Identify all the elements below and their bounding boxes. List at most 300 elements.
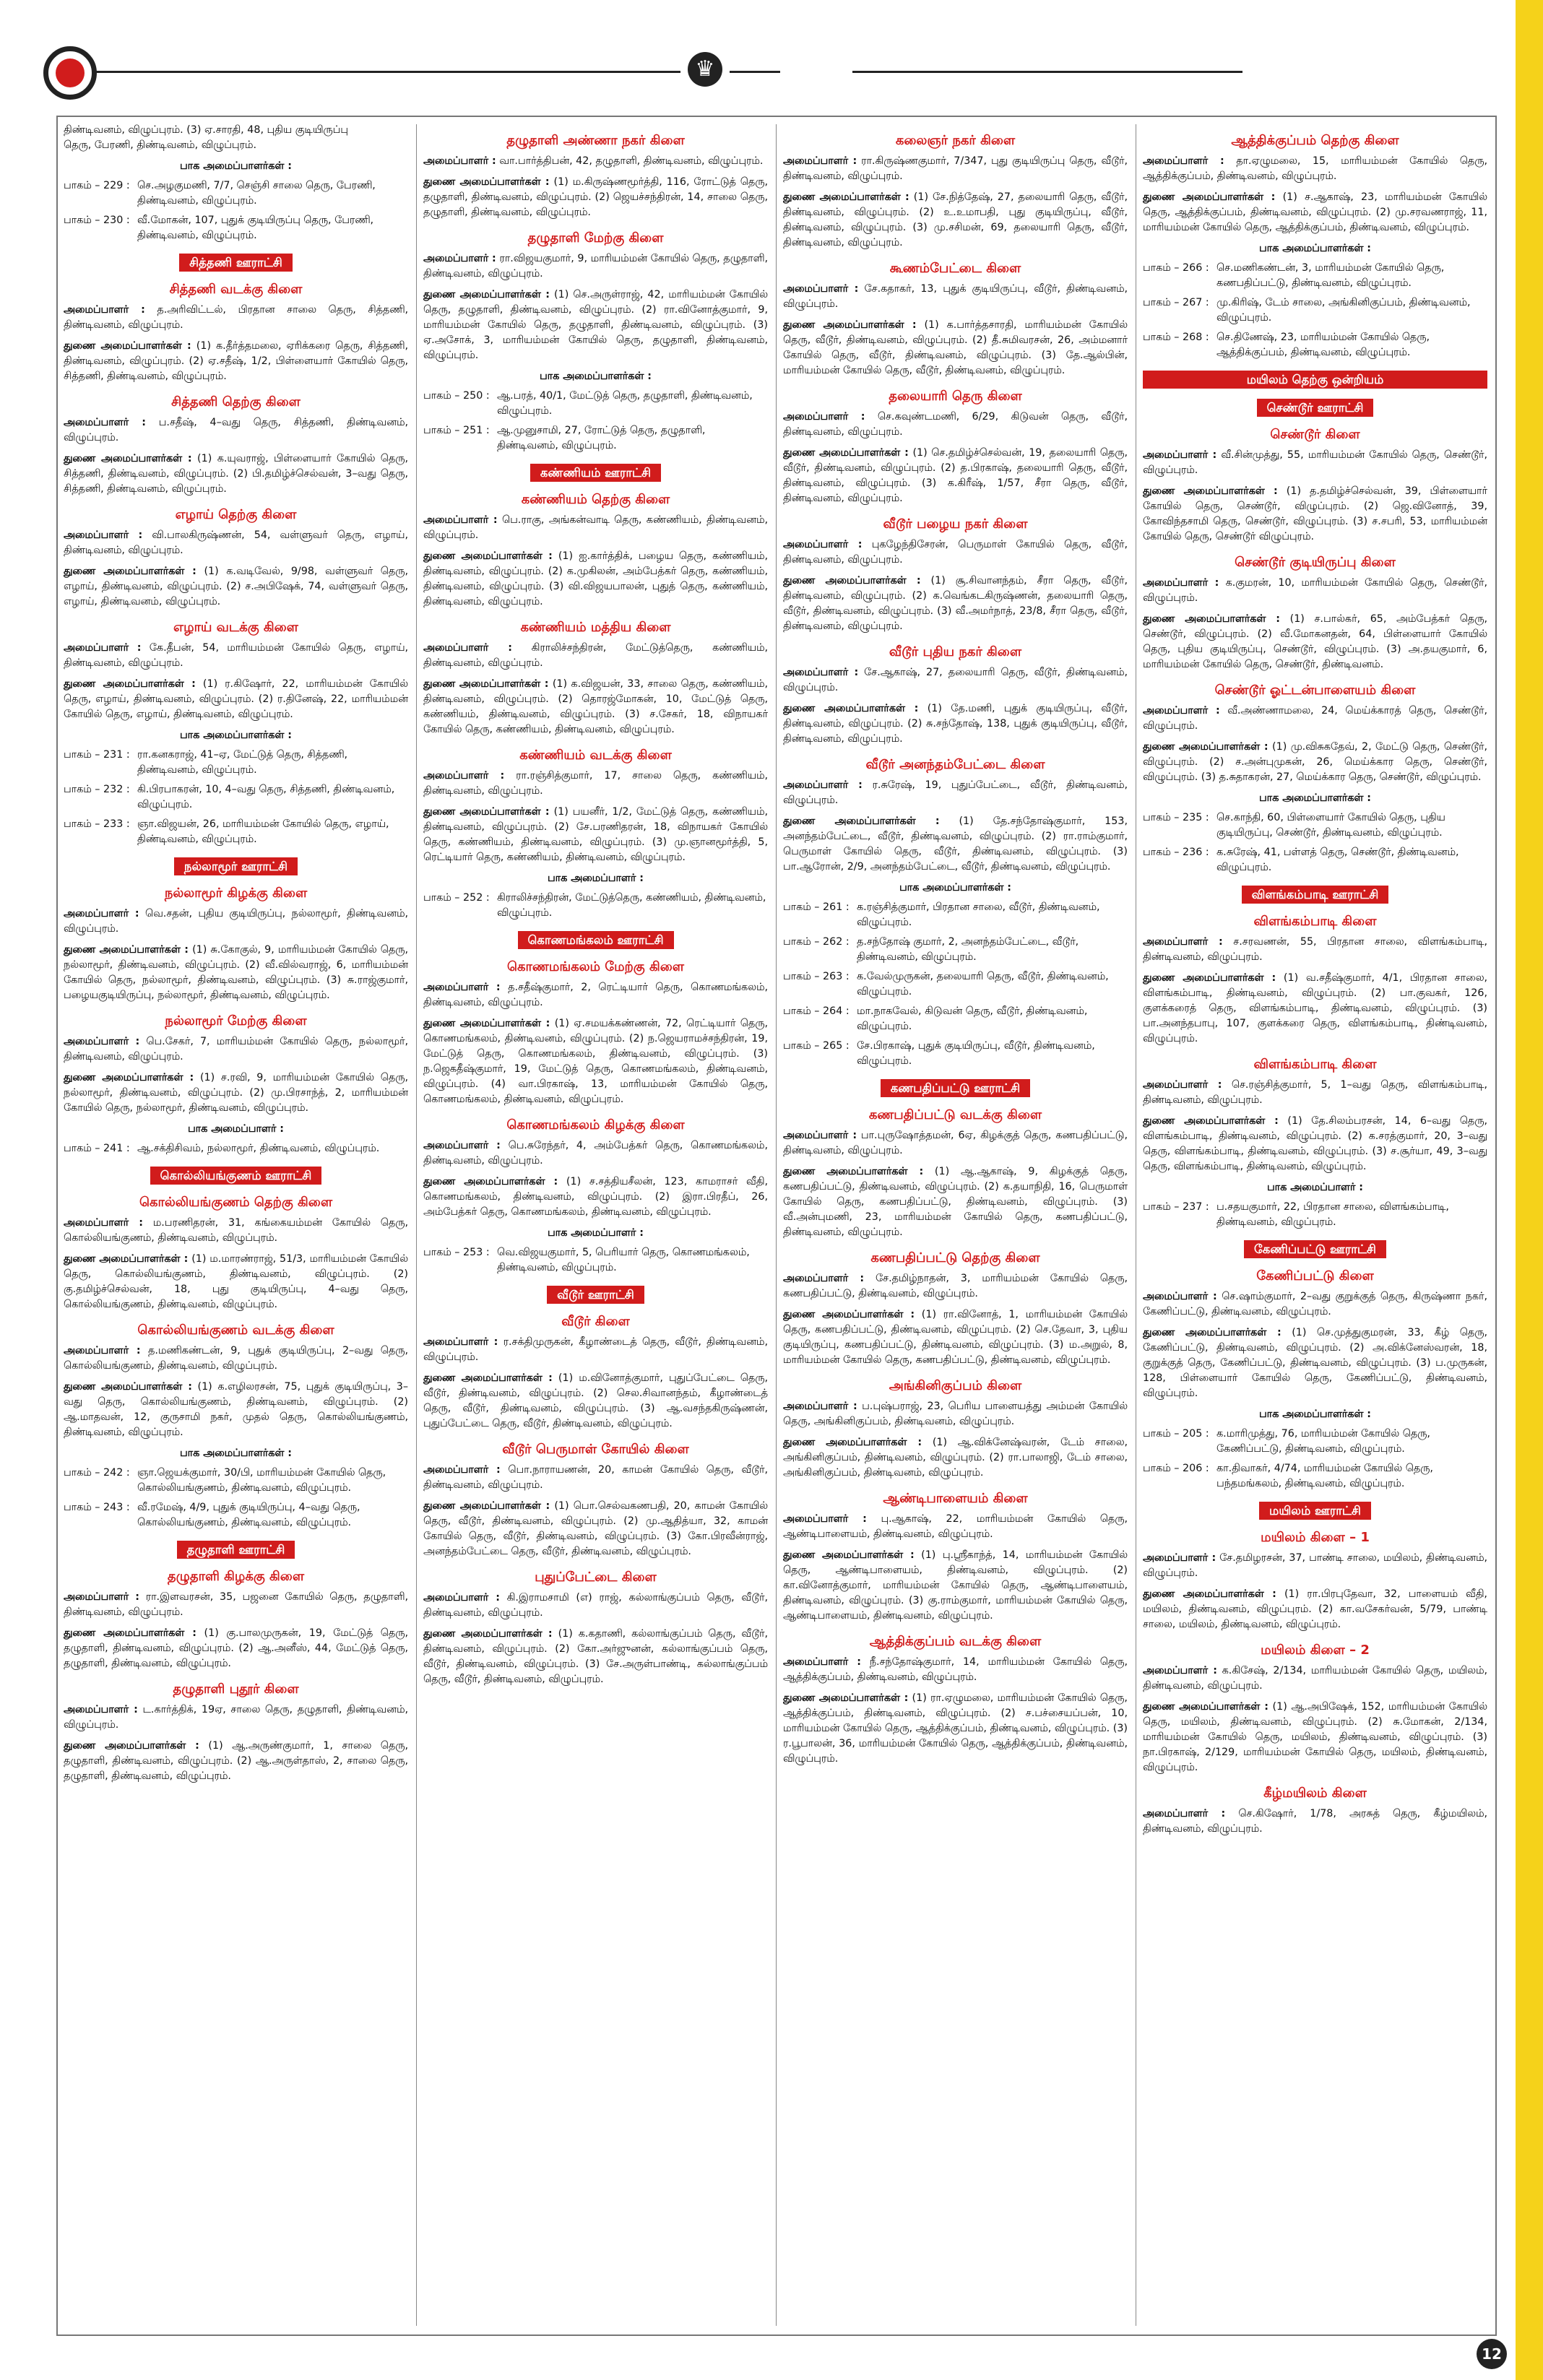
member-paragraph	[64, 528, 408, 558]
role-label: துணை அமைப்பாளர்கள் :	[783, 575, 921, 587]
ward-details: க.வேல்முருகன், தலையாரி தெரு, வீடூர், திண்டிவனம், விழுப்புரம்.	[857, 971, 1109, 998]
member-details: (1) பு.ஸ்ரீகாந்த், 14, மாரியம்மன் கோயில் தெரு, ஆண்டிபாளையம், திண்டிவனம், விழுப்புரம். (2) கா.வினோத்குமார், மாரியம்மன் கோயில் தெரு, ஆண்டிபாளையம், திண்டிவனம், விழுப்புரம். (3) கு.ராம்குமார், மாரியம்மன் கோயில் தெரு, ஆண்டிபாளையம், திண்டிவனம், விழுப்புரம்.	[783, 1549, 1128, 1622]
role-label: துணை அமைப்பாளர்கள் :	[783, 815, 940, 827]
ward-details: கா.திவாகர், 4/74, மாரியம்மன் கோயில் தெரு, பந்தமங்கலம், திண்டிவனம், விழுப்புரம்.	[1216, 1463, 1433, 1489]
member-details: (1) ச.ஆகாஷ், 23, மாரியம்மன் கோயில் தெரு, ஆத்திக்குப்பம், திண்டிவனம், விழுப்புரம். (2) மு.சரவணராஜ், 11, மாரியம்மன் கோயில் தெரு, ஆத்திக்குப்பம், திண்டிவனம், விழுப்புரம்.	[1143, 191, 1487, 233]
ward-label: பாகம் – 235 :	[1143, 812, 1209, 823]
sub-heading: பாக அமைப்பாளர் :	[548, 1227, 644, 1239]
branch-heading: கூணம்பேட்டை கிளை	[889, 261, 1021, 276]
member-details: (1) ச.ரவி, 9, மாரியம்மன் கோயில் தெரு, நல்லாமூர், திண்டிவனம், விழுப்புரம். (2) மு.பிரசாந்த், 2, மாரியம்மன் கோயில் தெரு, நல்லாமூர், திண்டிவனம், விழுப்புரம்.	[64, 1072, 408, 1114]
page-masthead	[0, 0, 1543, 116]
branch-heading: கண்ணியம் வடக்கு கிளை	[519, 748, 672, 763]
role-label: அமைப்பாளர் :	[1143, 936, 1223, 948]
ward-details: ரா.கனகராஜ், 41–ஏ, மேட்டுத் தெரு, சித்தணி, திண்டிவனம், விழுப்புரம்.	[137, 749, 348, 776]
member-details: (1) ரா.பிரபுதேவா, 32, பாளையம் வீதி, மயிலம், திண்டிவனம், விழுப்புரம். (2) கா.வசேகர்வன், 5/79, பாண்டி சாலை, மயிலம், திண்டிவனம், விழுப்புரம்.	[1143, 1588, 1487, 1630]
member-paragraph	[1143, 1289, 1487, 1320]
member-paragraph	[423, 1174, 768, 1220]
role-label: துணை அமைப்பாளர்கள் :	[423, 1372, 553, 1384]
member-paragraph	[423, 513, 768, 543]
branch-heading: ஆத்திக்குப்பம் தெற்கு கிளை	[1231, 133, 1399, 148]
role-label: துணை அமைப்பாளர்கள் :	[783, 703, 919, 714]
member-paragraph	[1143, 190, 1487, 235]
member-paragraph	[64, 1034, 408, 1065]
role-label: அமைப்பாளர் :	[783, 1130, 857, 1141]
branch-heading: தழுதாளி புதூர் கிளை	[173, 1682, 299, 1697]
role-label: துணை அமைப்பாளர்கள் :	[64, 1381, 192, 1393]
member-details: ரா.ரஞ்சித்குமார், 17, சாலை தெரு, கண்ணியம், திண்டிவனம், விழுப்புரம்.	[423, 770, 768, 797]
member-details: (1) க.எழிலரசன், 75, புதுக் குடியிருப்பு, 3–வது தெரு, கொல்லியங்குணம், திண்டிவனம், விழுப்புரம். (2) ஆ.மாதவன், 12, குருசாமி நகர், முதல் தெரு, கொல்லியங்குணம், திண்டிவனம், விழுப்புரம்.	[64, 1381, 408, 1438]
role-label: அமைப்பாளர் :	[1143, 577, 1219, 589]
member-details: (1) ஆ.அபிஷேக், 152, மாரியம்மன் கோயில் தெரு, மயிலம், திண்டிவனம், விழுப்புரம். (2) சு.மோகன், 2/134, மாரியம்மன் கோயில் தெரு, மயிலம், திண்டிவனம், விழுப்புரம். (3) நா.பிரகாஷ், 2/129, மாரியம்மன் கோயில் தெரு, மயிலம், திண்டிவனம், விழுப்புரம்.	[1143, 1701, 1487, 1773]
member-paragraph	[64, 1626, 408, 1671]
member-details: பா.புருஷோத்தமன், 6ஏ, கிழக்குத் தெரு, கணபதிப்பட்டு, திண்டிவனம், விழுப்புரம்.	[783, 1130, 1128, 1156]
member-paragraph	[64, 1252, 408, 1312]
member-paragraph	[423, 1335, 768, 1365]
member-details: செ.கிஷோர், 1/78, அரசுத் தெரு, கீழ்மயிலம், திண்டிவனம், விழுப்புரம்.	[1143, 1808, 1487, 1835]
member-paragraph	[64, 1590, 408, 1620]
member-details: ம.பரணிதரன், 31, கங்கையம்மன் கோயில் தெரு, கொல்லியங்குணம், திண்டிவனம், விழுப்புரம்.	[64, 1217, 408, 1244]
member-details: ரா.கிருஷ்ணகுமார், 7/347, புது குடியிருப்பு தெரு, வீடூர், திண்டிவனம், விழுப்புரம்.	[783, 155, 1128, 182]
header-rule-mid	[730, 71, 780, 73]
sub-heading: பாக அமைப்பாளர் :	[548, 873, 644, 884]
member-details: நீ.சந்தோஷ்குமார், 14, மாரியம்மன் கோயில் தெரு, ஆத்திக்குப்பம், திண்டிவனம், விழுப்புரம்.	[783, 1656, 1128, 1683]
member-paragraph	[423, 769, 768, 799]
branch-heading: கண்ணியம் தெற்கு கிளை	[521, 492, 670, 507]
member-details: (1) ரா.வினோத், 1, மாரியம்மன் கோயில் தெரு, கணபதிப்பட்டு, திண்டிவனம், விழுப்புரம். (2) செ.தேவா, 3, புதிய குடியிருப்பு, கணபதிப்பட்டு, திண்டிவனம், விழுப்புரம். (3) ம.அறுல், 8, மாரியம்மன் கோயில் தெரு, கணபதிப்பட்டு, திண்டிவனம், விழுப்புரம்.	[783, 1309, 1128, 1366]
sub-heading: பாக அமைப்பாளர்கள் :	[1258, 792, 1371, 804]
article-body	[56, 116, 1497, 2336]
role-label: துணை அமைப்பாளர்கள் :	[1143, 613, 1281, 625]
member-details: (1) ஏ.சமயக்கண்ணன், 72, ரெட்டியார் தெரு, கொணமங்கலம், திண்டிவனம், விழுப்புரம். (2) ந.ஜெயராமச்சந்திரன், 19, மேட்டுத் தெரு, கொணமங்கலம், திண்டிவனம், விழுப்புரம். (3) ந.ஜெகதீஷ்குமார், 19, மேட்டுத் தெரு, கொணமங்கலம், திண்டிவனம், விழுப்புரம். (4) வா.பிரகாஷ், 13, மாரியம்மன் கோயில் தெரு, கொணமங்கலம், திண்டிவனம், விழுப்புரம்.	[423, 1018, 768, 1105]
ward-label: பாகம் – 243 :	[64, 1502, 130, 1513]
ward-details: க.ரஞ்சித்குமார், பிரதான சாலை, வீடூர், திண்டிவனம், விழுப்புரம்.	[857, 901, 1100, 928]
member-paragraph	[783, 814, 1128, 875]
member-details: (1) ஆ.ஆகாஷ், 9, கிழக்குத் தெரு, கணபதிப்பட்டு, திண்டிவனம், விழுப்புரம். (2) க.தயாநிதி, 16, பெருமாள் கோயில் தெரு, கணபதிப்பட்டு, திண்டிவனம், விழுப்புரம். (3) வீ.அன்புமணி, 23, மாரியம்மன் கோயில் தெரு, கணபதிப்பட்டு, திண்டிவனம், விழுப்புரம்.	[783, 1166, 1128, 1238]
member-details: (1) தே.சந்தோஷ்குமார், 153, அனந்தம்பேட்டை, வீடூர், திண்டிவனம், விழுப்புரம். (2) ரா.ராம்குமார், பெருமாள் கோயில் தெரு, வீடூர், திண்டிவனம், விழுப்புரம். (3) பா.ஆரோன், 2/9, அனந்தம்பேட்டை, வீடூர், திண்டிவனம், விழுப்புரம்.	[783, 815, 1128, 873]
column-2	[423, 123, 768, 2324]
ward-label: பாகம் – 205 :	[1143, 1428, 1209, 1440]
member-paragraph	[1143, 154, 1487, 184]
branch-heading: மயிலம் கிளை – 2	[1261, 1643, 1370, 1658]
sub-heading: பாக அமைப்பாளர்கள் :	[179, 730, 292, 741]
ward-organizer-row	[783, 1039, 1128, 1069]
role-label: அமைப்பாளர் :	[783, 1401, 857, 1412]
panchayat-banner: சித்தணி ஊராட்சி	[179, 254, 293, 272]
role-label: துணை அமைப்பாளர்கள் :	[1143, 191, 1276, 203]
member-details: த.சதீஷ்குமார், 2, ரெட்டியார் தெரு, கொணமங்கலம், திண்டிவனம், விழுப்புரம்.	[423, 982, 768, 1008]
member-paragraph	[64, 415, 408, 446]
member-details: (1) த.தமிழ்ச்செல்வன், 39, பிள்ளையார் கோயில் தெரு, செண்டூர், விழுப்புரம். (2) ஜெ.வினோத், 39, கோவிந்தசாமி தெரு, செண்டூர், விழுப்புரம். (3) ச.சபரி, 53, மாரியம்மன் கோயில் தெரு, செண்டூர் விழுப்புரம்.	[1143, 485, 1487, 542]
role-label: துணை அமைப்பாளர்கள் :	[783, 1549, 915, 1561]
role-label: துணை அமைப்பாளர்கள் :	[64, 1627, 196, 1639]
ward-label: பாகம் – 263 :	[783, 971, 850, 982]
role-label: அமைப்பாளர் :	[423, 982, 501, 993]
ward-details: கி.பிரபாகரன், 10, 4–வது தெரு, சித்தணி, திண்டிவனம், விழுப்புரம்.	[137, 784, 395, 810]
role-label: துணை அமைப்பாளர்கள் :	[64, 678, 196, 690]
member-details: கே.தீபன், 54, மாரியம்மன் கோயில் தெரு, எழாய், திண்டிவனம், விழுப்புரம்.	[64, 642, 408, 669]
member-paragraph	[64, 677, 408, 722]
branch-heading: தலையாரி தெரு கிளை	[889, 389, 1022, 404]
branch-heading: தழுதாளி அண்ணா நகர் கிளை	[506, 133, 685, 148]
member-details: (1) க.பார்த்தசாரதி, மாரியம்மன் கோயில் தெரு, வீடூர், திண்டிவனம், விழுப்புரம். (2) தீ.சுமிவரசன், 26, அம்மனார் கோயில் தெரு, வீடூர், திண்டிவனம், விழுப்புரம். (3) தே.ஆல்பின், மாரியம்மன் கோயில் தெரு, வீடூர், திண்டிவனம், விழுப்புரம்.	[783, 319, 1128, 376]
member-paragraph	[783, 537, 1128, 568]
branch-heading: தழுதாளி கிழக்கு கிளை	[167, 1569, 305, 1584]
member-paragraph	[423, 1591, 768, 1621]
sub-heading: பாக அமைப்பாளர்கள் :	[1258, 243, 1371, 254]
role-label: அமைப்பாளர் :	[1143, 1291, 1217, 1302]
role-label: துணை அமைப்பாளர்கள் :	[1143, 485, 1278, 497]
column-divider	[776, 124, 777, 2326]
member-paragraph	[423, 641, 768, 671]
member-details: (1) செ.முத்துகுமரன், 33, கீழ் தெரு, கேணிப்பட்டு, திண்டிவனம், விழுப்புரம். (2) அ.விக்னேஸ்வரன், 18, குறுக்குத் தெரு, கேணிப்பட்டு, திண்டிவனம், விழுப்புரம். (3) ப.முருகன், 128, பிள்ளையார் கோயில் தெரு, கேணிப்பட்டு, திண்டிவனம், விழுப்புரம்.	[1143, 1327, 1487, 1399]
member-paragraph	[1143, 740, 1487, 785]
branch-heading: நல்லாமூர் மேற்கு கிளை	[165, 1013, 307, 1029]
branch-heading: விளங்கம்பாடி கிளை	[1253, 914, 1377, 929]
member-details: செ.ரஞ்சித்குமார், 5, 1–வது தெரு, விளங்கம்பாடி, திண்டிவனம், விழுப்புரம்.	[1143, 1079, 1487, 1106]
member-paragraph	[64, 1739, 408, 1784]
member-details: (1) தே.மணி, புதுக் குடியிருப்பு, வீடூர், திண்டிவனம், விழுப்புரம். (2) சு.சந்தோஷ், 138, புதுக் குடியிருப்பு, வீடூர், திண்டிவனம், விழுப்புரம்.	[783, 703, 1128, 745]
role-label: துணை அமைப்பாளர்கள் :	[423, 176, 550, 188]
role-label: அமைப்பாளர் :	[783, 667, 859, 678]
member-details: (1) ர.கிஷோர், 22, மாரியம்மன் கோயில் தெரு, எழாய், திண்டிவனம், விழுப்புரம். (2) ர.தினேஷ், 22, மாரியம்மன் கோயில் தெரு, எழாய், திண்டிவனம், விழுப்புரம்.	[64, 678, 408, 720]
role-label: அமைப்பாளர் :	[423, 642, 512, 654]
member-details: (1) ஆ.அருண்குமார், 1, சாலை தெரு, தழுதாளி, திண்டிவனம், விழுப்புரம். (2) ஆ.அருள்தாஸ், 2, சாலை தெரு, தழுதாளி, திண்டிவனம், விழுப்புரம்.	[64, 1740, 408, 1782]
member-details: (1) ஆ.விக்னேஷ்வரன், டேம் சாலை, அங்கினிகுப்பம், திண்டிவனம், விழுப்புரம். (2) ரா.பாலாஜி, டேம் சாலை, அங்கினிகுப்பம், திண்டிவனம், விழுப்புரம்.	[783, 1437, 1128, 1479]
panchayat-banner: கொணமங்கலம் ஊராட்சி	[518, 931, 674, 949]
role-label: துணை அமைப்பாளர்கள் :	[1143, 1588, 1276, 1600]
role-label: அமைப்பாளர் :	[423, 1464, 501, 1476]
member-details: த.மணிகண்டன், 9, புதுக் குடியிருப்பு, 2–வது தெரு, கொல்லியங்குணம், திண்டிவனம், விழுப்புரம்.	[64, 1345, 408, 1372]
ward-label: பாகம் – 262 :	[783, 936, 850, 948]
role-label: துணை அமைப்பாளர்கள் :	[423, 1628, 553, 1640]
text-line: திண்டிவனம், விழுப்புரம். (3) ஏ.சாரதி, 48, புதிய குடியிருப்பு	[64, 124, 348, 136]
role-label: துணை அமைப்பாளர்கள் :	[783, 319, 917, 331]
role-label: அமைப்பாளர் :	[423, 770, 505, 782]
role-label: அமைப்பாளர் :	[64, 1217, 143, 1229]
ward-label: பாகம் – 268 :	[1143, 332, 1209, 343]
ward-label: பாகம் – 231 :	[64, 749, 130, 761]
ward-label: பாகம் – 261 :	[783, 901, 850, 913]
member-details: க.குமரன், 10, மாரியம்மன் கோயில் தெரு, செண்டூர், விழுப்புரம்.	[1143, 577, 1487, 604]
ward-details: மா.நாகவேல், கிடுவன் தெரு, வீடூர், திண்டிவனம், விழுப்புரம்.	[857, 1005, 1088, 1032]
member-details: ரா.இளவரசன், 35, பஜனை கோயில் தெரு, தழுதாளி, திண்டிவனம், விழுப்புரம்.	[64, 1591, 408, 1618]
sub-heading: பாக அமைப்பாளர்கள் :	[179, 1448, 292, 1459]
member-paragraph	[783, 1271, 1128, 1302]
member-paragraph	[423, 251, 768, 282]
branch-heading: புதுப்பேட்டை கிளை	[535, 1570, 657, 1585]
member-details: வா.பார்த்திபன், 42, தழுதாளி, திண்டிவனம், விழுப்புரம்.	[499, 155, 764, 167]
role-label: அமைப்பாளர் :	[783, 1513, 867, 1525]
branch-heading: மயிலம் கிளை – 1	[1261, 1530, 1370, 1545]
member-details: செ.கவுண்டமணி, 6/29, கிடுவன் தெரு, வீடூர், திண்டிவனம், விழுப்புரம்.	[783, 411, 1128, 438]
branch-heading: எழாய் வடக்கு கிளை	[173, 620, 298, 635]
ward-label: பாகம் – 252 :	[423, 892, 490, 904]
role-label: துணை அமைப்பாளர்கள் :	[1143, 972, 1276, 984]
page-number: 12	[1477, 2339, 1507, 2369]
member-paragraph	[783, 1655, 1128, 1685]
column-3	[783, 123, 1128, 2324]
member-details: (1) செ.அருள்ராஜ், 42, மாரியம்மன் கோயில் தெரு, தழுதாளி, திண்டிவனம், விழுப்புரம். (2) ரா.வினோத்குமார், 9, மாரியம்மன் கோயில் தெரு, தழுதாளி, திண்டிவனம், விழுப்புரம். (3) ஏ.அசோக், 3, மாரியம்மன் கோயில் தெரு, தழுதாளி, திண்டிவனம், விழுப்புரம்.	[423, 289, 768, 361]
branch-heading: எழாய் தெற்கு கிளை	[175, 507, 297, 522]
member-details: தா.ஏழுமலை, 15, மாரியம்மன் கோயில் தெரு, ஆத்திக்குப்பம், திண்டிவனம், விழுப்புரம்.	[1143, 155, 1487, 182]
member-paragraph	[783, 574, 1128, 634]
member-paragraph	[1143, 935, 1487, 965]
member-details: வீ.அண்ணாமலை, 24, மெய்க்காரத் தெரு, செண்டூர், விழுப்புரம்.	[1143, 705, 1487, 732]
member-details: வி.பாலகிருஷ்ணன், 54, வள்ளுவர் தெரு, எழாய், திண்டிவனம், விழுப்புரம்.	[64, 529, 408, 556]
member-details: (1) க.தீர்த்தமலை, ஏரிக்கரை தெரு, சித்தணி, திண்டிவனம், விழுப்புரம். (2) ஏ.சதீஷ், 1/2, பிள்ளையார் கோயில் தெரு, சித்தணி, திண்டிவனம், விழுப்புரம்.	[64, 340, 408, 382]
role-label: அமைப்பாளர் :	[1143, 1808, 1226, 1819]
ward-organizer-row	[783, 969, 1128, 1000]
member-paragraph	[64, 339, 408, 384]
member-details: (1) ம.கிருஷ்ணமூர்த்தி, 116, ரோட்டுத் தெரு, தழுதாளி, திண்டிவனம், விழுப்புரம். (2) ஜெயச்சந்திரன், 14, சாலை தெரு, தழுதாளி, திண்டிவனம், விழுப்புரம்.	[423, 176, 768, 218]
branch-heading: செண்டூர் குடியிருப்பு கிளை	[1235, 555, 1396, 570]
branch-heading: சித்தணி வடக்கு கிளை	[169, 282, 303, 297]
role-label: துணை அமைப்பாளர்கள் :	[423, 806, 550, 818]
branch-heading: செண்டூர் கிளை	[1270, 427, 1360, 442]
ward-organizer-row	[64, 1466, 408, 1496]
sub-heading: பாக அமைப்பாளர்கள் :	[179, 160, 292, 172]
member-details: (1) மு.விசுகதேவ், 2, மேட்டு தெரு, செண்டூர், விழுப்புரம். (2) ச.அன்புமுகன், 26, மெய்க்கார தெரு, செண்டூர், விழுப்புரம். (3) த.சுதாகரன், 27, மெய்க்கார தெரு, செண்டூர், விழுப்புரம்.	[1143, 741, 1487, 783]
ward-organizer-row	[64, 817, 408, 847]
member-paragraph	[1143, 576, 1487, 606]
member-paragraph	[423, 175, 768, 220]
role-label: அமைப்பாளர் :	[64, 908, 139, 919]
ward-details: செ.காந்தி, 60, பிள்ளையார் கோயில் தெரு, புதிய குடியிருப்பு, செண்டூர், திண்டிவனம், விழுப்புரம்.	[1216, 812, 1445, 839]
ward-organizer-row	[1143, 261, 1487, 291]
member-paragraph	[64, 1216, 408, 1246]
branch-heading: அங்கினிகுப்பம் கிளை	[889, 1378, 1022, 1393]
role-label: துணை அமைப்பாளர்கள் :	[783, 1309, 915, 1320]
member-details: ப.புஷ்பராஜ், 23, பெரிய பாளையத்து அம்மன் கோயில் தெரு, அங்கினிகுப்பம், திண்டிவனம், விழுப்புரம்.	[783, 1401, 1128, 1427]
ward-organizer-row	[64, 178, 408, 209]
role-label: துணை அமைப்பாளர்கள் :	[423, 550, 553, 562]
ward-details: வீ.மோகன், 107, புதுக் குடியிருப்பு தெரு, பேரணி, திண்டிவனம், விழுப்புரம்.	[137, 215, 374, 241]
member-paragraph	[1143, 1114, 1487, 1174]
ward-organizer-row	[64, 748, 408, 778]
ward-details: சே.பிரகாஷ், புதுக் குடியிருப்பு, வீடூர், திண்டிவனம், விழுப்புரம்.	[857, 1040, 1095, 1067]
member-paragraph	[783, 701, 1128, 747]
branch-heading: கொணமங்கலம் கிழக்கு கிளை	[506, 1117, 685, 1133]
member-paragraph	[783, 1435, 1128, 1481]
member-paragraph	[783, 318, 1128, 378]
role-label: துணை அமைப்பாளர்கள் :	[423, 678, 549, 690]
member-details: பெ.சேகர், 7, மாரியம்மன் கோயில் தெரு, நல்லாமூர், திண்டிவனம், விழுப்புரம்.	[64, 1036, 408, 1063]
member-paragraph	[1143, 1663, 1487, 1694]
ward-label: பாகம் – 265 :	[783, 1040, 850, 1052]
member-paragraph	[783, 1512, 1128, 1542]
role-label: துணை அமைப்பாளர்கள் :	[1143, 1701, 1268, 1713]
role-label: துணை அமைப்பாளர்கள் :	[64, 1740, 199, 1752]
member-paragraph	[1143, 971, 1487, 1047]
ward-organizer-row	[783, 1004, 1128, 1034]
branch-heading: வீடூர் புதிய நகர் கிளை	[889, 644, 1022, 659]
member-paragraph	[423, 677, 768, 737]
ward-label: பாகம் – 250 :	[423, 390, 490, 402]
member-details: சே.தமிழ்நாதன், 3, மாரியம்மன் கோயில் தெரு, கணபதிப்பட்டு, திண்டிவனம், விழுப்புரம்.	[783, 1273, 1128, 1299]
member-details: த.அரிவிட்டல், பிரதான சாலை தெரு, சித்தணி, திண்டிவனம், விழுப்புரம்.	[64, 304, 408, 331]
member-details: பு.ஆகாஷ், 22, மாரியம்மன் கோயில் தெரு, ஆண்டிபாளையம், திண்டிவனம், விழுப்புரம்.	[783, 1513, 1128, 1540]
member-paragraph	[423, 1371, 768, 1432]
role-label: அமைப்பாளர் :	[64, 1036, 140, 1047]
ward-details: செ.அழகுமணி, 7/7, செஞ்சி சாலை தெரு, பேரணி, திண்டிவனம், விழுப்புரம்.	[137, 180, 376, 207]
member-details: (1) ஐ.கார்த்திக், பழைய தெரு, கண்ணியம், திண்டிவனம், விழுப்புரம். (2) க.முகிலன், அம்பேத்கர் தெரு, கண்ணியம், திண்டிவனம், விழுப்புரம். (3) வி.விஜயபாலன், புதுத் தெரு, கண்ணியம், திண்டிவனம், விழுப்புரம்.	[423, 550, 768, 607]
branch-heading: ஆத்திக்குப்பம் வடக்கு கிளை	[869, 1634, 1042, 1649]
member-details: ர.சுரேஷ், 19, புதுப்பேட்டை, வீடூர், திண்டிவனம், விழுப்புரம்.	[783, 779, 1128, 806]
sub-heading: பாக அமைப்பாளர்கள் :	[899, 882, 1011, 893]
panchayat-banner: தழுதாளி ஊராட்சி	[177, 1541, 295, 1559]
member-details: வீ.சின்முத்து, 55, மாரியம்மன் கோயில் தெரு, செண்டூர், விழுப்புரம்.	[1143, 449, 1487, 476]
member-paragraph	[423, 980, 768, 1011]
role-label: துணை அமைப்பாளர்கள் :	[64, 944, 189, 956]
yellow-edge-bar	[1516, 0, 1543, 2380]
branch-heading: ஆண்டிபாளையம் கிளை	[883, 1491, 1028, 1506]
member-details: ச.சரவணன், 55, பிரதான சாலை, விளங்கம்பாடி, திண்டிவனம், விழுப்புரம்.	[1143, 936, 1487, 963]
panchayat-banner: கேணிப்பட்டு ஊராட்சி	[1244, 1240, 1386, 1258]
role-label: அமைப்பாளர் :	[783, 779, 863, 791]
member-paragraph	[423, 1499, 768, 1559]
red-circle-logo	[43, 46, 97, 100]
role-label: துணை அமைப்பாளர்கள் :	[423, 1500, 550, 1512]
role-label: அமைப்பாளர் :	[64, 417, 146, 428]
member-details: புகழேந்திசேரன், பெருமாள் கோயில் தெரு, வீடூர், திண்டிவனம், விழுப்புரம்.	[783, 539, 1128, 566]
sub-heading: பாக அமைப்பாளர் :	[188, 1123, 284, 1135]
role-label: துணை அமைப்பாளர்கள் :	[783, 1166, 924, 1177]
member-details: (1) ம.மாரண்ராஜ், 51/3, மாரியம்மன் கோயில் தெரு, கொல்லியங்குணம், திண்டிவனம், விழுப்புரம். (2) கு.தமிழ்ச்செல்வன், 18, புது குடியிருப்பு, 4–வது தெரு, கொல்லியங்குணம், திண்டிவனம், விழுப்புரம்.	[64, 1253, 408, 1310]
ward-label: பாகம் – 206 :	[1143, 1463, 1209, 1474]
branch-heading: விளங்கம்பாடி கிளை	[1253, 1057, 1377, 1072]
member-details: (1) க.விஜயன், 33, சாலை தெரு, கண்ணியம், திண்டிவனம், விழுப்புரம். (2) தொரஜ்மோகன், 10, மேட்டுத் தெரு, கண்ணியம், திண்டிவனம், விழுப்புரம். (3) ச.சேகர், 18, விநாயகர் கோயில் தெரு, கண்ணியம், திண்டிவனம், விழுப்புரம்.	[423, 678, 768, 735]
branch-heading: கொல்லியங்குணம் வடக்கு கிளை	[137, 1323, 334, 1338]
role-label: துணை அமைப்பாளர்கள் :	[783, 191, 909, 203]
elephant-emblem-icon: ♛	[688, 52, 722, 87]
branch-heading: வீடூர் அனந்தம்பேட்டை கிளை	[865, 757, 1045, 772]
header-rule-right	[852, 71, 1242, 73]
member-paragraph	[1143, 612, 1487, 672]
member-paragraph	[783, 1548, 1128, 1624]
member-paragraph	[783, 154, 1128, 184]
member-paragraph	[423, 1463, 768, 1493]
role-label: அமைப்பாளர் :	[64, 1345, 141, 1356]
role-label: துணை அமைப்பாளர்கள் :	[1143, 1115, 1279, 1127]
member-details: (1) ச.பால்கர், 65, அம்பேத்கர் தெரு, செண்டூர், விழுப்புரம். (2) வீ.மோகனதன், 64, பிள்ளையார் கோயில் தெரு, புதிய குடியிருப்பு, செண்டூர், விழுப்புரம். (3) அ.தயகுமார், 6, மாரியம்மன் கோயில் தெரு, செண்டூர், திண்டிவனம்.	[1143, 613, 1487, 670]
ward-details: க.சுரேஷ், 41, பள்ளத் தெரு, செண்டூர், திண்டிவனம், விழுப்புரம்.	[1216, 847, 1459, 873]
member-paragraph	[423, 1627, 768, 1687]
role-label: துணை அமைப்பாளர்கள் :	[423, 289, 550, 300]
ward-label: பாகம் – 242 :	[64, 1467, 130, 1479]
member-paragraph	[1143, 704, 1487, 734]
role-label: அமைப்பாளர் :	[1143, 705, 1220, 717]
member-details: (1) க.வடிவேல், 9/98, வள்ளுவர் தெரு, எழாய், திண்டிவனம், விழுப்புரம். (2) ச.அபிஷேக், 74, வள்ளுவர் தெரு, எழாய், திண்டிவனம், விழுப்புரம்.	[64, 566, 408, 607]
member-paragraph	[783, 778, 1128, 808]
member-paragraph	[64, 1380, 408, 1440]
ward-details: ஞா.ஜெயக்குமார், 30/பி, மாரியம்மன் கோயில் தெரு, கொல்லியங்குணம், திண்டிவனம், விழுப்புரம்.	[137, 1467, 386, 1494]
role-label: அமைப்பாளர் :	[423, 1336, 498, 1348]
member-paragraph	[1143, 1806, 1487, 1837]
ward-organizer-row	[1143, 810, 1487, 841]
branch-heading: வீடூர் பெருமாள் கோயில் கிளை	[502, 1442, 689, 1457]
role-label: அமைப்பாளர் :	[423, 1140, 501, 1151]
member-paragraph	[783, 1307, 1128, 1368]
column-4	[1143, 123, 1487, 2324]
member-paragraph	[1143, 448, 1487, 478]
role-label: துணை அமைப்பாளர்கள் :	[783, 1692, 909, 1704]
member-paragraph	[64, 564, 408, 610]
ward-organizer-row	[423, 891, 768, 921]
member-paragraph	[783, 190, 1128, 251]
member-paragraph	[783, 1164, 1128, 1240]
role-label: அமைப்பாளர் :	[423, 253, 496, 264]
member-details: பொ.நாராயணன், 20, காமன் கோயில் தெரு, வீடூர், திண்டிவனம், விழுப்புரம்.	[423, 1464, 768, 1491]
member-details: (1) ம.வினோத்குமார், புதுப்பேட்டை தெரு, வீடூர், திண்டிவனம், விழுப்புரம். (2) செல.சிவானந்தம், கீழாண்டைத் தெரு, வீடூர், திண்டிவனம், விழுப்புரம். (3) ஆ.வசந்தகிருஷ்ணன், புதுப்பேட்டை தெரு, வீடூர், திண்டிவனம், விழுப்புரம்.	[423, 1372, 768, 1429]
ward-label: பாகம் – 237 :	[1143, 1201, 1209, 1213]
ward-label: பாகம் – 232 :	[64, 784, 130, 795]
role-label: அமைப்பாளர் :	[64, 1591, 139, 1603]
role-label: அமைப்பாளர் :	[1143, 1665, 1217, 1676]
member-details: ர.சக்திமுருகன், கீழாண்டைத் தெரு, வீடூர், திண்டிவனம், விழுப்புரம்.	[423, 1336, 768, 1363]
ward-details: வீ.ரமேஷ், 4/9, புதுக் குடியிருப்பு, 4–வது தெரு, கொல்லியங்குணம், திண்டிவனம், விழுப்புரம்.	[137, 1502, 360, 1528]
ward-label: பாகம் – 230 :	[64, 215, 130, 226]
member-paragraph	[64, 303, 408, 333]
member-paragraph	[64, 1070, 408, 1116]
member-details: (1) செ.தமிழ்ச்செல்வன், 19, தலையாரி தெரு, வீடூர், திண்டிவனம், விழுப்புரம். (2) த.பிரகாஷ், தலையாரி தெரு, வீடூர், திண்டிவனம், விழுப்புரம். (3) க.கிரீஷ், 1/57, சீரா தெரு, வீடூர், திண்டிவனம், விழுப்புரம்.	[783, 447, 1128, 504]
branch-heading: தழுதாளி மேற்கு கிளை	[527, 230, 664, 246]
role-label: துணை அமைப்பாளர்கள் :	[423, 1176, 558, 1187]
member-paragraph	[64, 641, 408, 671]
role-label: அமைப்பாளர் :	[1143, 155, 1224, 167]
role-label: அமைப்பாளர் :	[423, 155, 496, 167]
member-details: (1) பொ.செல்வகணபதி, 20, காமன் கோயில் தெரு, வீடூர், திண்டிவனம், விழுப்புரம். (2) மு.ஆதித்யா, 32, காமன் கோயில் தெரு, வீடூர், திண்டிவனம், விழுப்புரம். (3) கோ.பிரவீன்ராஜ், அனந்தம்பேட்டை தெரு, வீடூர், திண்டிவனம், விழுப்புரம்.	[423, 1500, 768, 1557]
role-label: துணை அமைப்பாளர்கள் :	[64, 1072, 194, 1083]
ward-organizer-row	[64, 782, 408, 813]
role-label: துணை அமைப்பாளர்கள் :	[64, 566, 196, 577]
ward-organizer-row	[64, 1500, 408, 1531]
member-paragraph	[64, 1702, 408, 1733]
union-banner: மயிலம் தெற்கு ஒன்றியம்	[1143, 371, 1487, 389]
member-details: சே.தமிழரசன், 37, பாண்டி சாலை, மயிலம், திண்டிவனம், விழுப்புரம்.	[1143, 1552, 1487, 1579]
member-details: சே.கதாகர், 13, புதுக் குடியிருப்பு, வீடூர், திண்டிவனம், விழுப்புரம்.	[783, 283, 1128, 310]
role-label: அமைப்பாளர் :	[423, 1592, 500, 1604]
ward-details: மு.கிரிஷ், டேம் சாலை, அங்கினிகுப்பம், திண்டிவனம், விழுப்புரம்.	[1216, 297, 1471, 324]
ward-organizer-row	[1143, 1200, 1487, 1230]
member-details: வெ.சதன், புதிய குடியிருப்பு, நல்லாமூர், திண்டிவனம், விழுப்புரம்.	[64, 908, 408, 935]
role-label: துணை அமைப்பாளர்கள் :	[64, 1253, 189, 1265]
member-paragraph	[783, 410, 1128, 440]
member-details: கிராலிச்சந்திரன், மேட்டுத்தெரு, கண்ணியம், திண்டிவனம், விழுப்புரம்.	[423, 642, 768, 669]
panchayat-banner: செண்டூர் ஊராட்சி	[1257, 399, 1374, 417]
role-label: துணை அமைப்பாளர்கள் :	[783, 447, 909, 459]
sub-heading: பாக அமைப்பாளர்கள் :	[539, 371, 652, 382]
column-1	[64, 123, 408, 2324]
member-paragraph	[64, 1343, 408, 1374]
member-paragraph	[1143, 1078, 1487, 1108]
member-details: (1) வ.சதீஷ்குமார், 4/1, பிரதான சாலை, விளங்கம்பாடி, திண்டிவனம், விழுப்புரம். (2) பா.குவகர், 126, குளக்கரைத் தெரு, விளங்கம்பாடி, திண்டிவனம், விழுப்புரம். (3) பா.அனந்தபாபு, 107, குளக்கரை தெரு, விளங்கம்பாடி, திண்டிவனம், விழுப்புரம்.	[1143, 972, 1487, 1044]
ward-organizer-row	[423, 423, 768, 454]
role-label: அமைப்பாளர் :	[64, 1704, 138, 1715]
ward-label: பாகம் – 267 :	[1143, 297, 1209, 308]
member-details: (1) ச.சத்தியசீலன், 123, காமராசர் வீதி, கொணமங்கலம், திண்டிவனம், விழுப்புரம். (2) இரா.பிரதீப், 26, அம்பேத்கர் தெரு, கொணமங்கலம், திண்டிவனம், விழுப்புரம்.	[423, 1176, 768, 1218]
ward-organizer-row	[423, 389, 768, 419]
ward-details: ஆ.பரத், 40/1, மேட்டுத் தெரு, தழுதாளி, திண்டிவனம், விழுப்புரம்.	[497, 390, 753, 417]
member-details: க.கிசேஷ், 2/134, மாரியம்மன் கோயில் தெரு, மயிலம், திண்டிவனம், விழுப்புரம்.	[1143, 1665, 1487, 1692]
role-label: துணை அமைப்பாளர்கள் :	[783, 1437, 922, 1448]
member-paragraph	[423, 549, 768, 610]
sub-heading: பாக அமைப்பாளர் :	[1267, 1182, 1363, 1193]
text-line: தெரு, பேரணி, திண்டிவனம், விழுப்புரம்.	[64, 139, 256, 151]
member-paragraph	[783, 1691, 1128, 1767]
member-paragraph	[1143, 1551, 1487, 1581]
role-label: அமைப்பாளர் :	[64, 642, 142, 654]
ward-details: க.மாரிமுத்து, 76, மாரியம்மன் கோயில் தெரு, கேணிப்பட்டு, திண்டிவனம், விழுப்புரம்.	[1216, 1428, 1430, 1455]
